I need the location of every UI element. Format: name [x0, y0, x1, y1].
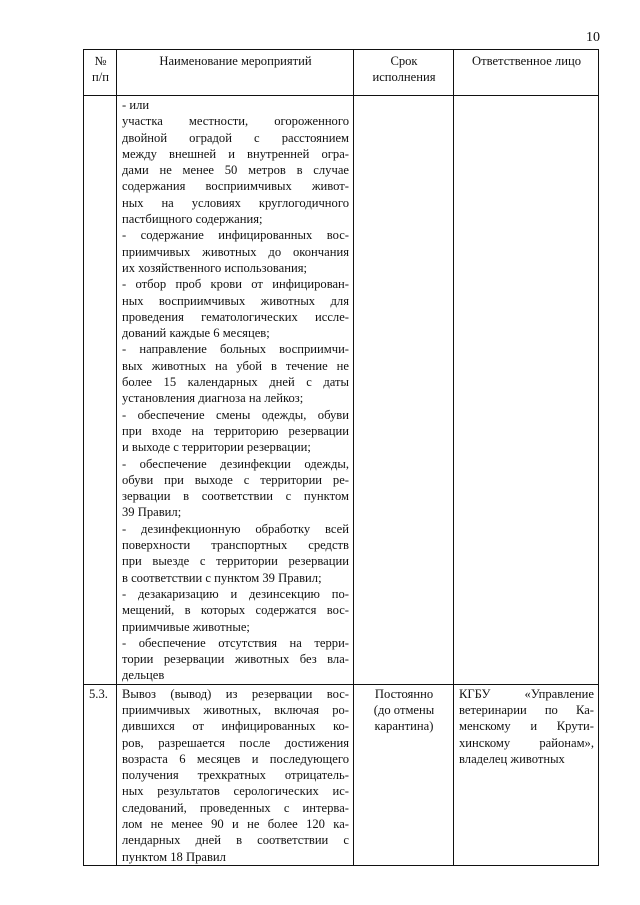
text-line: участка местности, огороженного	[122, 114, 349, 129]
page-number: 10	[586, 30, 600, 45]
header-term: Срок исполнения	[354, 50, 454, 96]
row-5-3-term	[354, 684, 454, 865]
header-name: Наименование мероприятий	[117, 50, 354, 96]
text-line: дельцев	[122, 668, 165, 683]
text-line: тории резервации животных без вла-	[122, 652, 349, 667]
text-line: ных восприимчивых животных для	[122, 293, 349, 308]
row-continued-text	[117, 96, 354, 685]
row-continued-responsible	[454, 96, 599, 685]
text-line: содержания восприимчивых живот-	[122, 179, 349, 194]
row-continued-num	[84, 96, 117, 685]
text-line: Постоянно	[374, 686, 434, 701]
text-line: получения трехкратных отрицатель-	[122, 768, 349, 783]
text-line: зервации в соответствии с пунктом	[122, 489, 349, 504]
text-line: 39 Правил;	[122, 505, 182, 520]
text-line: ных результатов серологических ис-	[122, 784, 349, 799]
text-line: возраста 6 месяцев и последующего	[122, 751, 349, 766]
text-line: следований, проведенных с интерва-	[122, 800, 349, 815]
text-line: - обеспечение отсутствия на терри-	[122, 635, 349, 650]
text-line: между внешней и внутренней огра-	[122, 146, 349, 161]
text-line: обуви при выходе с территории ре-	[122, 472, 349, 487]
text-line: - дезакаризацию и дезинсекцию по-	[122, 586, 349, 601]
text-line: ных на условиях круглогодичного	[122, 195, 349, 210]
measures-table	[83, 49, 599, 866]
text-line: лом не менее 90 и не более 120 ка-	[122, 817, 349, 832]
text-line: установления диагноза на лейкоз;	[122, 391, 304, 406]
text-line: - обеспечение дезинфекции одежды,	[122, 456, 349, 471]
text-line: дами не менее 50 метров в случае	[122, 163, 349, 178]
text-line: - обеспечение смены одежды, обуви	[122, 407, 349, 422]
text-line: менскому и Крути-	[459, 719, 594, 734]
text-line: - направление больных восприимчи-	[122, 342, 349, 357]
text-line: приимчивых животных, включая ро-	[122, 702, 349, 717]
text-line: приимчивые животные;	[122, 619, 250, 634]
text-line: их хозяйственного использования;	[122, 260, 308, 275]
text-line: лендарных дней в соответствии с	[122, 833, 349, 848]
text-line: при выезде с территории резервации	[122, 554, 349, 569]
text-line: при входе на территорию резервации	[122, 423, 349, 438]
text-line: - дезинфекционную обработку всей	[122, 521, 349, 536]
text-line: поверхности транспортных средств	[122, 538, 349, 553]
header-responsible: Ответственное лицо	[454, 50, 599, 96]
text-line: владелец животных	[459, 751, 565, 766]
text-line: ветеринарии по Ка-	[459, 702, 594, 717]
text-line: хинскому районам»,	[459, 735, 594, 750]
text-line: дований каждые 6 месяцев;	[122, 326, 270, 341]
text-line: дившихся от инфицированных ко-	[122, 719, 349, 734]
text-line: вых животных на убой в течение не	[122, 358, 349, 373]
text-line: в соответствии с пунктом 39 Правил;	[122, 570, 322, 585]
row-5-3-text	[117, 684, 354, 865]
table-row-5-3	[84, 684, 599, 865]
text-line: ров, разрешается после достижения	[122, 735, 349, 750]
text-line: двойной оградой с расстоянием	[122, 130, 349, 145]
text-line: - или	[122, 98, 150, 112]
text-line: карантина)	[374, 719, 434, 734]
text-line: и выходе с территории резервации;	[122, 440, 311, 455]
header-num: № п/п	[84, 50, 117, 96]
row-5-3-num: 5.3.	[84, 684, 117, 865]
text-line: - содержание инфицированных вос-	[122, 228, 349, 243]
text-line: пунктом 18 Правил	[122, 849, 226, 864]
text-line: мещений, в которых содержатся вос-	[122, 603, 349, 618]
table-header-row	[84, 50, 599, 96]
text-line: проведения гематологических иссле-	[122, 309, 349, 324]
text-line: (до отмены	[373, 702, 435, 717]
table-row-continued	[84, 96, 599, 685]
row-continued-term	[354, 96, 454, 685]
text-line: пастбищного содержания;	[122, 212, 263, 227]
text-line: приимчивых животных до окончания	[122, 244, 349, 259]
text-line: - отбор проб крови от инфицирован-	[122, 277, 349, 292]
text-line: Вывоз (вывод) из резервации вос-	[122, 686, 349, 701]
row-5-3-responsible	[454, 684, 599, 865]
text-line: КГБУ «Управление	[459, 686, 594, 701]
text-line: более 15 календарных дней с даты	[122, 375, 349, 390]
